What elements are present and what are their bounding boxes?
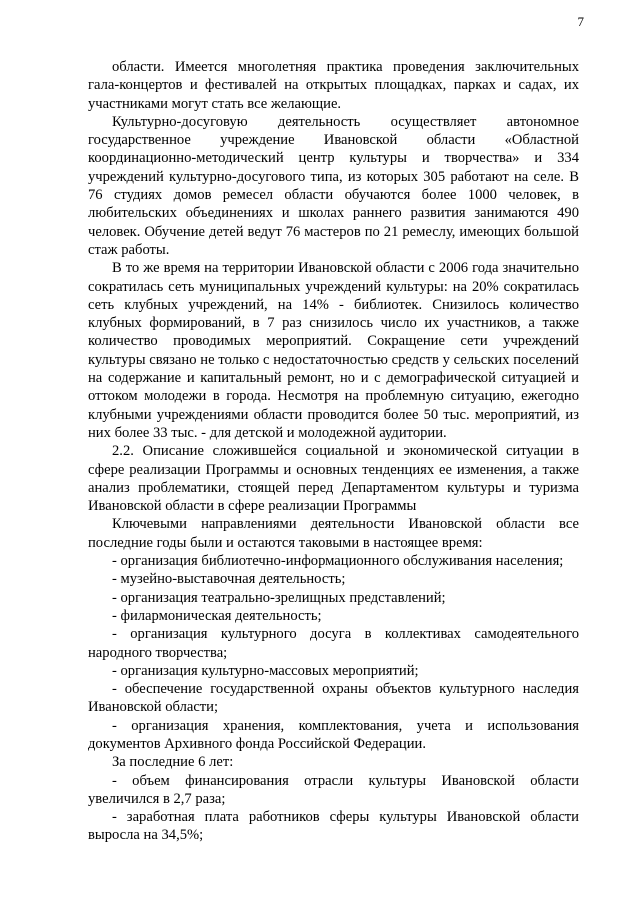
list-item: - обеспечение государственной охраны объектов культурного наследия Ивановской области; [88,681,579,716]
list-item: - организация культурно-массовых мероприятий; [112,662,419,679]
paragraph-cultural-leisure: Культурно-досуговую деятельность осуществляет автономное государственное учреждение Ивановской области «Областной координационно-методический центр культуры и творчества» и 334 учреждений культурно-досугового типа, из которых 305 работают на селе. В 76 студиях домов ремесел области обучаются более 1000 человек, в любительских объединениях и школах раннего развития занимаются 490 человек. Обучение детей ведут 76 мастеров по 21 ремеслу, имеющих большой стаж работы. [88,113,579,258]
paragraph-last-six-years: За последние 6 лет: [112,754,234,771]
list-item: - организация хранения, комплектования, учета и использования документов Архивного фонда Российской Федерации. [88,717,579,752]
list-item: - музейно-выставочная деятельность; [112,571,346,588]
paragraph-key-directions: Ключевыми направлениями деятельности Ивановской области все последние годы были и остаются таковыми в настоящее время: [88,516,579,551]
list-item: - филармоническая деятельность; [112,607,322,624]
document-body [88,58,579,845]
paragraph-section-2-2-heading: 2.2. Описание сложившейся социальной и экономической ситуации в сфере реализации Программы и основных тенденциях ее изменения, а также анализ проблематики, стоящей перед Департаментом культуры и туризма Ивановской области в сфере реализации Программы [88,443,579,515]
list-item: - организация театрально-зрелищных представлений; [112,589,446,606]
list-item: - организация культурного досуга в коллективах самодеятельного народного творчества; [88,626,579,661]
page-number: 7 [577,14,584,29]
list-item: - заработная плата работников сферы культуры Ивановской области выросла на 34,5%; [88,809,579,844]
paragraph-intro-continuation: области. Имеется многолетняя практика проведения заключительных гала-концертов и фестивалей на открытых площадках, парках и садах, их участниками могут стать все желающие. [88,59,579,112]
list-item: - организация библиотечно-информационного обслуживания населения; [112,553,564,570]
paragraph-network-reduction: В то же время на территории Ивановской области с 2006 года значительно сократилась сеть муниципальных учреждений культуры: на 20% сократилась сеть клубных учреждений, на 14% - библиотек. Снизилось количество клубных формирований, в 7 раз снизилось число их участников, а также количество проводимых мероприятий. Сокращение сети учреждений культуры связано не только с недостаточностью средств у сельских поселений на содержание и капитальный ремонт, но и с демографической ситуацией и оттоком молодежи в города. Несмотря на проблемную ситуацию, ежегодно клубными учреждениями области проводится более 50 тыс. мероприятий, из них более 33 тыс. - для детской и молодежной аудитории. [88,260,579,441]
list-item: - объем финансирования отрасли культуры Ивановской области увеличился в 2,7 раза; [88,772,579,807]
